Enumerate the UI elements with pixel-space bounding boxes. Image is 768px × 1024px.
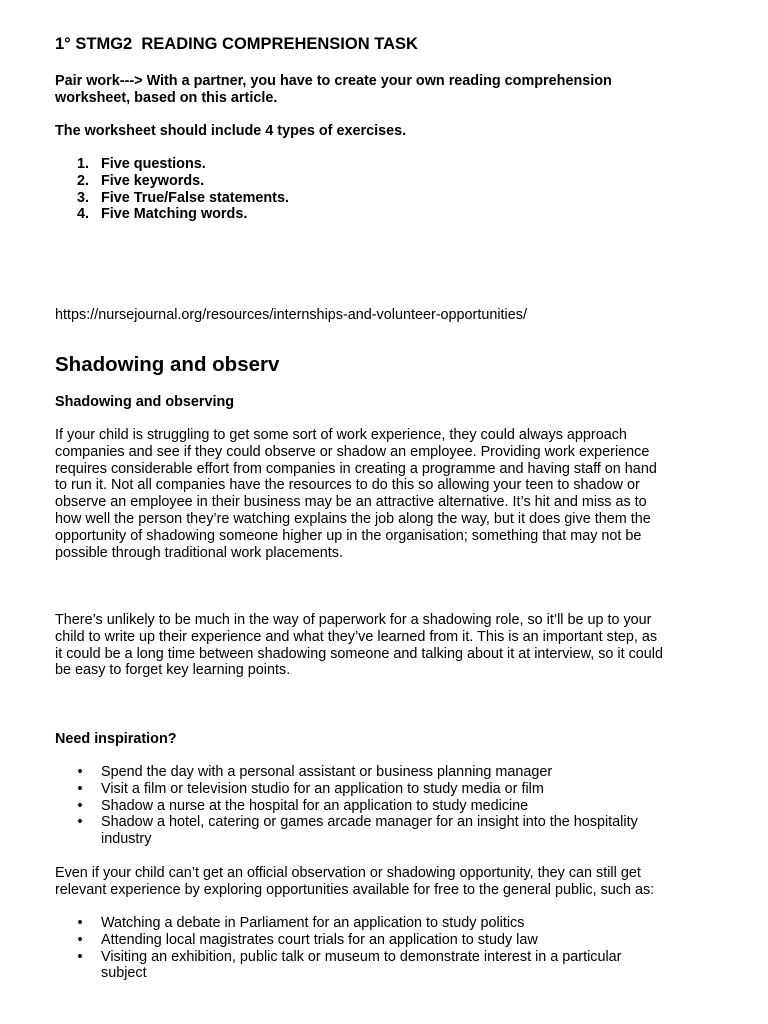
list-item [75, 798, 638, 815]
paragraph-line: observe an employee in their business may be an attractive alternative. It’s hit and miss as to [55, 494, 647, 511]
bullet-icon: • [77, 931, 83, 948]
list-item-number: 4. [77, 206, 90, 223]
article-heading: Shadowing and observ [55, 353, 280, 376]
list-item-text-continued: subject [101, 965, 147, 982]
list-item-text: Five questions. [101, 156, 206, 172]
pair-work-line-2: worksheet, based on this article. [55, 89, 278, 106]
paragraph-line: how well the person they’re watching explains the job along the way, but it does give them the [55, 510, 651, 527]
source-url: https://nursejournal.org/resources/internships-and-volunteer-opportunities/ [55, 307, 527, 323]
list-item [75, 781, 638, 798]
paragraph-line: relevant experience by exploring opportunities available for free to the general public, such as: [55, 881, 655, 898]
page-title: 1° STMG2 READING COMPREHENSION TASK [55, 35, 418, 53]
paragraph-line: to run it. Not all companies have the resources to do this so allowing your teen to shadow or [55, 477, 640, 494]
bullet-icon: • [77, 948, 83, 965]
bullet-icon: • [77, 915, 83, 931]
list-item-text: Five keywords. [101, 172, 205, 189]
list-item [77, 206, 289, 223]
article-paragraph-2 [55, 612, 725, 679]
list-item [75, 814, 638, 848]
list-item-text: Visit a film or television studio for an application to study media or film [101, 780, 544, 797]
paragraph-line: companies and see if they could observe or shadow an employee. Providing work experience [55, 443, 650, 460]
list-item-text: Spend the day with a personal assistant or business planning manager [101, 764, 553, 780]
bullet-icon: • [77, 814, 83, 831]
list-item-text: Five True/False statements. [101, 189, 289, 206]
paragraph-line: child to write up their experience and what they’ve learned from it. This is an important step, as [55, 628, 658, 645]
bullet-icon: • [77, 764, 83, 780]
bullet-icon: • [77, 797, 83, 814]
list-item [75, 764, 638, 781]
inspiration-list [75, 764, 638, 848]
paragraph-line: Even if your child can’t get an official observation or shadowing opportunity, they can still get [55, 865, 641, 881]
article-paragraph-1 [55, 427, 725, 561]
list-item-text: Five Matching words. [101, 206, 248, 223]
paragraph-line: requires considerable effort from companies in creating a programme and having staff on hand [55, 460, 657, 477]
paragraph-line: possible through traditional work placements. [55, 544, 343, 561]
exercise-types-list [77, 156, 289, 223]
article-paragraph-3 [55, 865, 725, 899]
list-item-number: 2. [77, 172, 90, 189]
list-item [75, 915, 621, 932]
pair-work-instruction [55, 73, 725, 107]
list-item-text: Attending local magistrates court trials for an application to study law [101, 931, 538, 948]
paragraph-line: it could be a long time between shadowing someone and talking about it at interview, so it could [55, 645, 663, 662]
worksheet-include-instruction: The worksheet should include 4 types of exercises. [55, 123, 407, 139]
list-item-text: Shadow a hotel, catering or games arcade manager for an insight into the hospitality [101, 814, 638, 831]
list-item [77, 190, 289, 207]
list-item [75, 932, 621, 949]
bullet-icon: • [77, 780, 83, 797]
paragraph-line: opportunity of shadowing someone higher up in the organisation; something that may not be [55, 527, 642, 544]
paragraph-line: There’s unlikely to be much in the way of paperwork for a shadowing role, so it’ll be up to your [55, 612, 652, 628]
list-item-number: 3. [77, 189, 90, 206]
list-item-text-continued: industry [101, 831, 152, 848]
list-item [77, 156, 289, 173]
list-item-text: Shadow a nurse at the hospital for an application to study medicine [101, 797, 529, 814]
list-item [75, 949, 621, 983]
public-opportunities-list [75, 915, 621, 982]
inspiration-heading: Need inspiration? [55, 731, 177, 747]
paragraph-line: be easy to forget key learning points. [55, 662, 291, 679]
paragraph-line: If your child is struggling to get some sort of work experience, they could always approach [55, 427, 627, 443]
list-item-number: 1. [77, 156, 90, 172]
pair-work-line-1: Pair work---> With a partner, you have to create your own reading comprehension [55, 73, 612, 89]
list-item-text: Visiting an exhibition, public talk or museum to demonstrate interest in a particular [101, 948, 622, 965]
article-subheading: Shadowing and observing [55, 394, 235, 410]
list-item-text: Watching a debate in Parliament for an application to study politics [101, 915, 525, 931]
list-item [77, 173, 289, 190]
